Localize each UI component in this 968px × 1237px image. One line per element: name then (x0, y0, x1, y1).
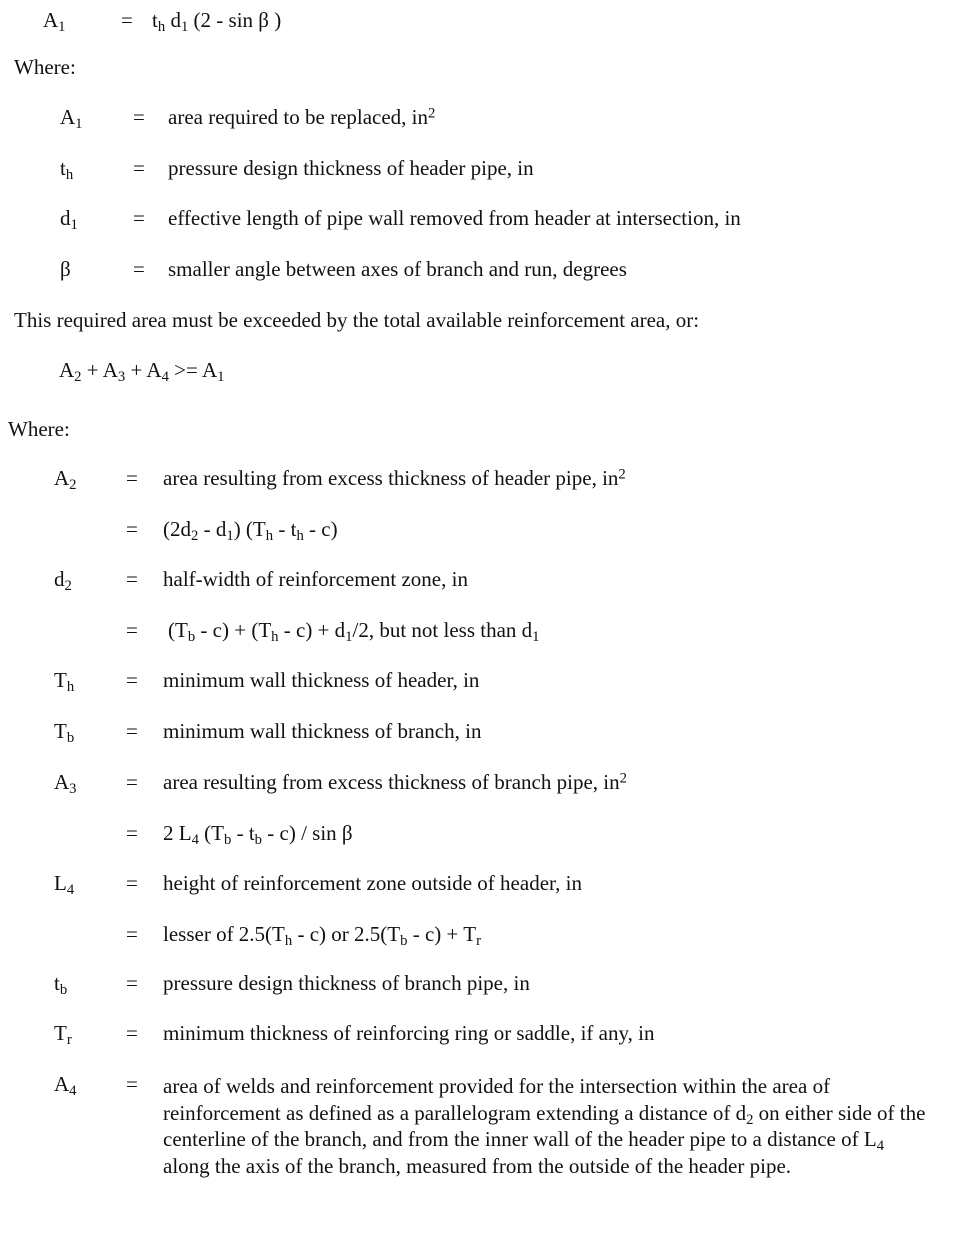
def-equals: = (126, 922, 138, 946)
def-equals: = (126, 517, 138, 541)
formula-d2: $(T_b - c) + (T_h - c) + d_1/2$, but not less than $d_1$ (168, 618, 540, 646)
formula-equals: = (121, 8, 133, 32)
formula-a3: 2 $L_4$ $(T_b - t_b - c)$ / sin β (163, 821, 353, 849)
def-symbol-a3: $A_3$ (54, 770, 77, 798)
def-symbol-a1: $A_1$ (60, 105, 83, 133)
def-text-a1: area required to be replaced, $in^2$ (168, 105, 436, 129)
def-equals: = (133, 257, 145, 281)
def-equals: = (133, 206, 145, 230)
def-text-th: pressure design thickness of header pipe, in (168, 156, 534, 180)
def-equals: = (126, 567, 138, 591)
def-symbol-beta: β (60, 257, 71, 281)
def-symbol-tr: $T_r$ (54, 1021, 72, 1049)
def-text-a2: area resulting from excess thickness of header pipe, $in^2$ (163, 466, 626, 490)
def-equals: = (126, 719, 138, 743)
def-text-d2: half-width of reinforcement zone, in (163, 567, 468, 591)
def-symbol-d2: $d_2$ (54, 567, 72, 595)
def-symbol-th-cap: $T_h$ (54, 668, 75, 696)
reinforcement-inequality: $A_2 + A_3 + A_4 >= A_1$ (59, 358, 225, 386)
def-symbol-a4: $A_4$ (54, 1072, 77, 1100)
def-symbol-d1: $d_1$ (60, 206, 78, 234)
required-area-sentence: This required area must be exceeded by the total available reinforcement area, or: (14, 308, 700, 332)
def-text-a4: area of welds and reinforcement provided for the intersection within the area of reinforcement as defined as a parallelogram extending a distance of $d_2$ on either side of the centerline of the branch, and from the inner wall of the header pipe to a distance of $L_4$ along the axis of the branch, measured from the outside of the header pipe. (163, 1074, 926, 1178)
formula-a2: $(2d_2 - d_1)$ $(T_h - t_h - c)$ (163, 517, 338, 545)
def-text-tr: minimum thickness of reinforcing ring or saddle, if any, in (163, 1021, 655, 1045)
def-equals: = (126, 1021, 138, 1045)
def-equals: = (133, 156, 145, 180)
def-symbol-tb-cap: $T_b$ (54, 719, 75, 747)
def-text-tb: pressure design thickness of branch pipe, in (163, 971, 530, 995)
def-equals: = (126, 770, 138, 794)
def-text-th-cap: minimum wall thickness of header, in (163, 668, 480, 692)
def-text-a3: area resulting from excess thickness of branch pipe, $in^2$ (163, 770, 627, 794)
def-symbol-tb: $t_b$ (54, 971, 68, 999)
def-text-tb-cap: minimum wall thickness of branch, in (163, 719, 482, 743)
def-equals: = (126, 871, 138, 895)
def-symbol-th: $t_h$ (60, 156, 74, 184)
formula-l4: lesser of $2.5(T_h - c)$ or $2.5(T_b - c) + T_r$ (163, 922, 481, 950)
formula-expression: $t_h$ $d_1$ (2 - sin β ) (152, 8, 282, 36)
def-symbol-a2: $A_2$ (54, 466, 77, 494)
def-equals: = (126, 466, 138, 490)
where-label-1: Where: (14, 55, 76, 79)
def-equals: = (133, 105, 145, 129)
formula-symbol-a1: $A_1$ (43, 8, 66, 36)
def-equals: = (126, 821, 138, 845)
def-text-d1: effective length of pipe wall removed from header at intersection, in (168, 206, 741, 230)
def-equals: = (126, 1072, 138, 1096)
def-equals: = (126, 668, 138, 692)
where-label-2: Where: (8, 417, 70, 441)
def-equals: = (126, 618, 138, 642)
def-text-beta: smaller angle between axes of branch and run, degrees (168, 257, 627, 281)
def-symbol-l4: $L_4$ (54, 871, 75, 899)
def-text-l4: height of reinforcement zone outside of header, in (163, 871, 582, 895)
def-equals: = (126, 971, 138, 995)
